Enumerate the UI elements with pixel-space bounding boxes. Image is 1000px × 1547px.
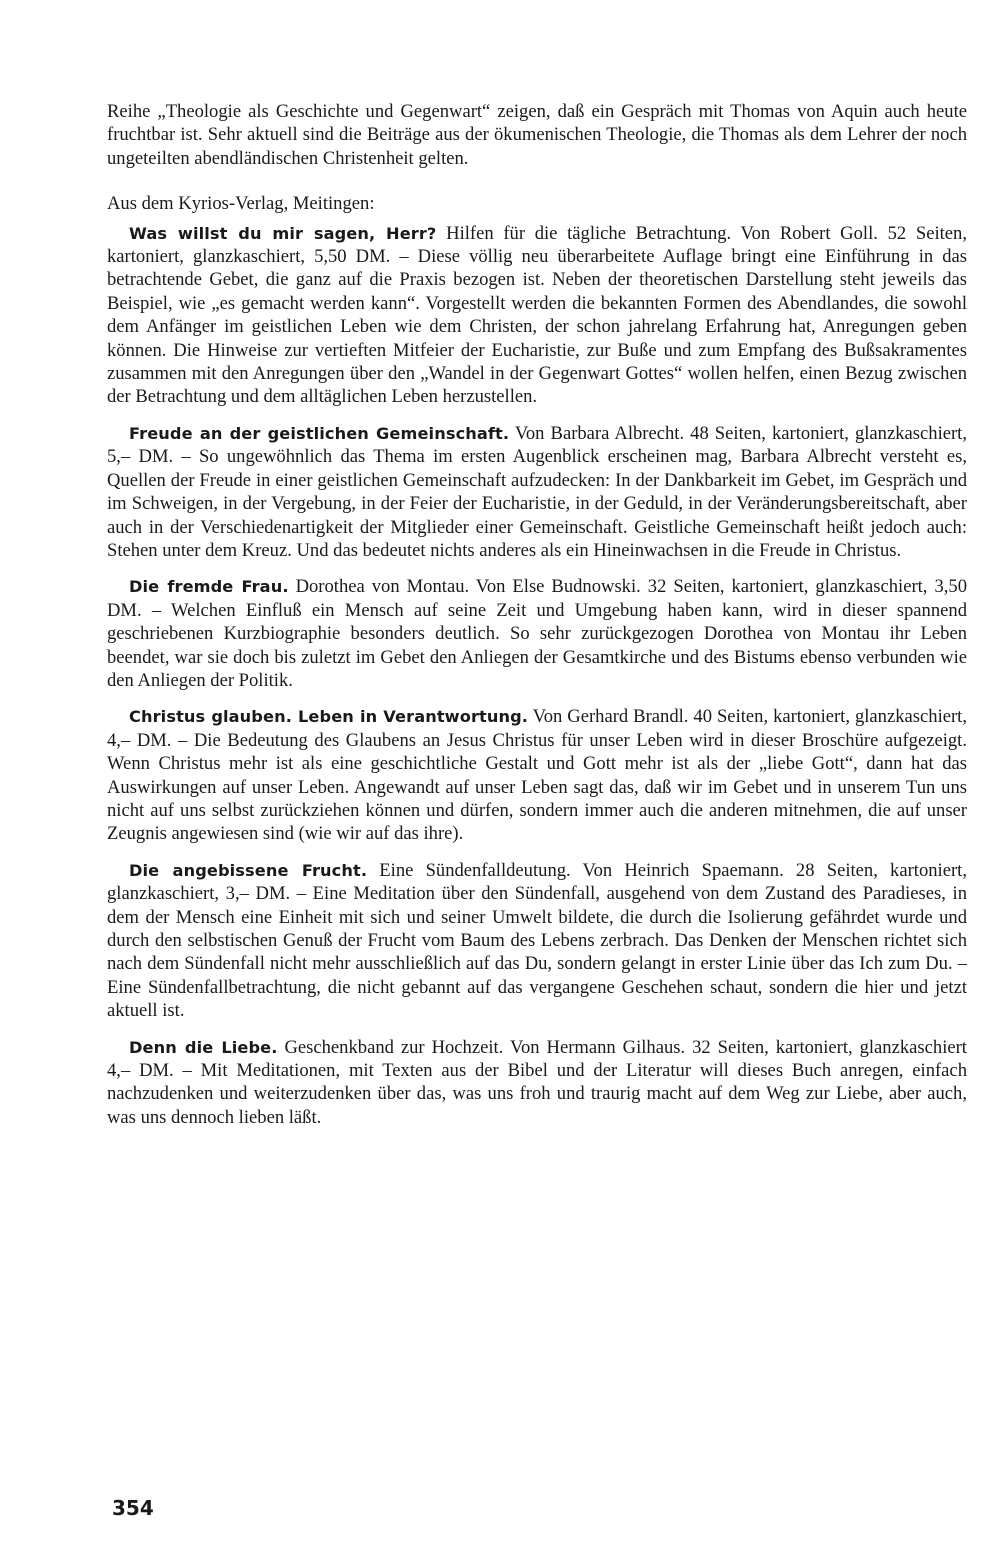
page-number: 354 [112,1496,154,1520]
text-column [107,100,967,1142]
book-title: Die angebissene Frucht. [129,860,368,880]
book-title: Freude an der geistlichen Gemeinschaft. [129,423,510,443]
publisher-heading: Aus dem Kyrios-Verlag, Meitingen: [107,193,375,215]
book-entry [107,1036,967,1130]
book-entry [107,422,967,562]
book-description: Von Barbara Albrecht. 48 Seiten, kartoniert, glanzkaschiert, 5,– DM. – So ungewöhnlich das Thema im ersten Augenblick erscheinen mag, Barbara Albrecht versteht es, Quellen der Freude in einer geistlichen Gemeinschaft aufzudecken: In der Dankbarkeit im Gebet, im Gespräch und im Schweigen, in der Vergebung, in der Feier der Eucharistie, in der Geduld, in der Veränderungsbereitschaft, aber auch in der Verschiedenartigkeit der Mitglieder einer Gemeinschaft. Geistliche Gemeinschaft heißt jedoch auch: Stehen unter dem Kreuz. Und das bedeutet nichts anderes als ein Hineinwachsen in die Freude in Christus. [107,422,967,561]
book-title: Denn die Liebe. [129,1037,278,1057]
intro-paragraph: Reihe „Theologie als Geschichte und Gegenwart“ zeigen, daß ein Gespräch mit Thomas von Aquin auch heute fruchtbar ist. Sehr aktuell sind die Beiträge aus der ökumenischen Theologie, die Thomas als dem Lehrer der noch ungeteilten abendländischen Christenheit gelten. [107,101,967,169]
book-description: Eine Sündenfalldeutung. Von Heinrich Spaemann. 28 Seiten, kartoniert, glanzkaschiert, 3,– DM. – Eine Meditation über den Sündenfall, ausgehend von dem Zustand des Paradieses, in dem der Mensch eine Einheit mit sich und seiner Umwelt bildete, die durch die Isolierung gefährdet wurde und durch den selbstischen Genuß der Frucht vom Baum des Lebens zerbrach. Das Denken der Menschen richtet sich nach dem Sündenfall nicht mehr ausschließlich auf das Du, sondern gelangt in erster Linie über das Ich zum Du. – Eine Sündenfallbetrachtung, die nicht gebannt auf das vergangene Geschehen schaut, sondern die hier und jetzt aktuell ist. [107,859,967,1022]
book-entry [107,859,967,1023]
book-title: Was willst du mir sagen, Herr? [129,223,437,243]
book-description: Dorothea von Montau. Von Else Budnowski. 32 Seiten, kartoniert, glanzkaschiert, 3,50 DM. – Welchen Einfluß ein Mensch auf seine Zeit und Umgebung haben kann, wird in dieser spannend geschriebenen Kurzbiographie besonders deutlich. So sehr zurückgezogen Dorothea von Montau ihr Leben beendet, war sie doch bis zuletzt im Gebet den Anliegen der Gesamtkirche und des Bistums ebenso verbunden wie den Anliegen der Politik. [107,576,967,691]
book-title: Die fremde Frau. [129,577,289,597]
book-title: Christus glauben. Leben in Verantwortung. [129,707,529,727]
book-entry [107,705,967,845]
book-entry [107,575,967,692]
book-description: Geschenkband zur Hochzeit. Von Hermann Gilhaus. 32 Seiten, kartoniert, glanzkaschiert 4,– DM. – Mit Meditationen, mit Texten aus der Bibel und der Literatur will dieses Buch anregen, einfach nachzudenken und weiterzudenken über das, was uns froh und traurig macht auf dem Weg zur Liebe, aber auch, was uns dennoch lieben läßt. [107,1036,967,1128]
book-description: Hilfen für die tägliche Betrachtung. Von Robert Goll. 52 Seiten, kartoniert, glanzkaschiert, 5,50 DM. – Diese völlig neu überarbeitete Auflage bringt eine Einführung in das betrachtende Gebet, die ganz auf die Praxis bezogen ist. Neben der theoretischen Darstellung steht jeweils das Beispiel, wie „es gemacht werden kann“. Vorgestellt werden die bekannten Formen des Abendlandes, die sowohl dem Anfänger im geistlichen Leben wie dem Christen, der schon jahrelang Erfahrung hat, Anregungen geben können. Die Hinweise zur vertieften Mitfeier der Eucharistie, zur Buße und zum Empfang des Bußsakramentes zusammen mit den Anregungen über den „Wandel in der Gegenwart Gottes“ wollen helfen, einen Bezug zwischen der Betrachtung und dem alltäglichen Leben herzustellen. [107,222,967,408]
book-description: Von Gerhard Brandl. 40 Seiten, kartoniert, glanzkaschiert, 4,– DM. – Die Bedeutung des Glaubens an Jesus Christus für unser Leben wird in dieser Broschüre aufgezeigt. Wenn Christus mehr ist als eine geschichtliche Gestalt und Gott mehr ist als der „liebe Gott“, dann hat das Auswirkungen auf unser Leben. Angewandt auf unser Leben sagt das, daß wir im Gebet und in unserem Tun uns nicht auf uns selbst zurückziehen können und dürfen, sondern immer auch die anderen mitnehmen, die auf unser Zeugnis angewiesen sind (wie wir auf das ihre). [107,706,967,845]
book-entry [107,222,967,409]
